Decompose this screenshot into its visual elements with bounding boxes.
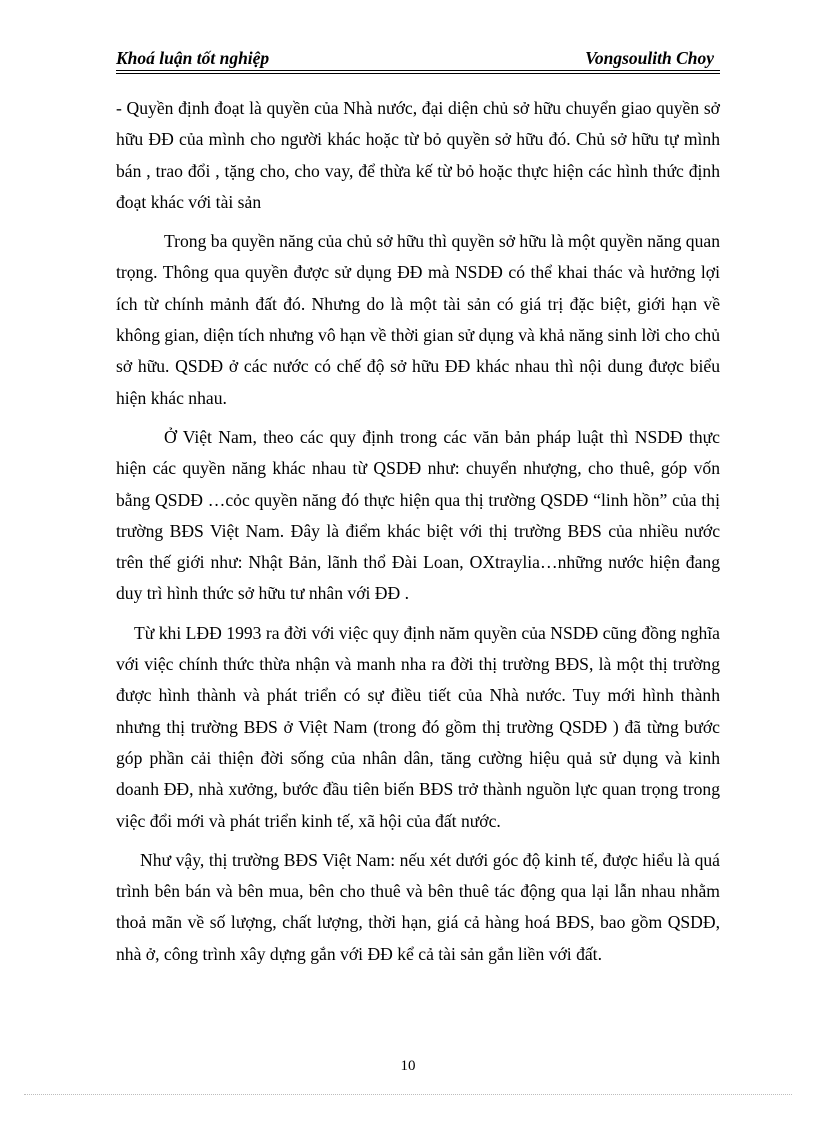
page-bottom-rule — [24, 1094, 792, 1095]
paragraph-4: Từ khi LĐĐ 1993 ra đời với việc quy định năm quyền của NSDĐ cũng đồng nghĩa với việc chính thức thừa nhận và manh nha ra đời thị trường BĐS, là một thị trường được hình thành và phát triển có sự điều tiết của Nhà nước. Tuy mới hình thành nhưng thị trường BĐS ở Việt Nam (trong đó gồm thị trường QSDĐ ) đã từng bước góp phần cải thiện đời sống của nhân dân, tăng cường hiệu quả sử dụng và kinh doanh ĐĐ, nhà xưởng, bước đầu tiên biến BĐS trở thành nguồn lực quan trọng trong việc đổi mới và phát triển kinh tế, xã hội của đất nước. — [116, 622, 720, 831]
document-body — [116, 93, 720, 970]
paragraph-1: - Quyền định đoạt là quyền của Nhà nước, đại diện chủ sở hữu chuyển giao quyền sở hữu ĐĐ của mình cho người khác hoặc từ bỏ quyền sở hữu đó. Chủ sở hữu tự mình bán , trao đổi , tặng cho, cho vay, để thừa kế từ bỏ hoặc thực hiện các hình thức định đoạt khác với tài sản — [116, 98, 720, 212]
header-rule — [116, 70, 720, 74]
page-number: 10 — [400, 1058, 416, 1074]
paragraph-3: Ở Việt Nam, theo các quy định trong các văn bản pháp luật thì NSDĐ thực hiện các quyền năng khác nhau từ QSDĐ như: chuyển nhượng, cho thuê, góp vốn bằng QSDĐ …cỏc quyền năng đó thực hiện qua thị trường QSDĐ “linh hồn” của thị trường BĐS Việt Nam. Đây là điểm khác biệt với thị trường BĐS của nhiều nước trên thế giới như: Nhật Bản, lãnh thổ Đài Loan, OXtraylia…những nước hiện đang duy trì hình thức sở hữu tư nhân với ĐĐ . — [116, 426, 720, 604]
page-header — [116, 46, 720, 72]
header-title: Khoá luận tốt nghiệp — [116, 48, 270, 68]
paragraph-5: Như vậy, thị trường BĐS Việt Nam: nếu xét dưới góc độ kinh tế, được hiểu là quá trình bên bán và bên mua, bên cho thuê và bên thuê tác động qua lại lẫn nhau nhằm thoả mãn về số lượng, chất lượng, thời hạn, giá cả hàng hoá BĐS, bao gồm QSDĐ, nhà ở, công trình xây dựng gắn với ĐĐ kể cả tài sản gắn liền với đất. — [116, 849, 720, 964]
paragraph-2: Trong ba quyền năng của chủ sở hữu thì quyền sở hữu là một quyền năng quan trọng. Thông qua quyền được sử dụng ĐĐ mà NSDĐ có thể khai thác và hưởng lợi ích từ chính mảnh đất đó. Nhưng do là một tài sản có giá trị đặc biệt, giới hạn về không gian, diện tích nhưng vô hạn về thời gian sử dụng và khả năng sinh lời cho chủ sở hữu. QSDĐ ở các nước có chế độ sở hữu ĐĐ khác nhau thì nội dung được biểu hiện khác nhau. — [116, 231, 721, 408]
header-author: Vongsoulith Choy — [585, 48, 714, 68]
